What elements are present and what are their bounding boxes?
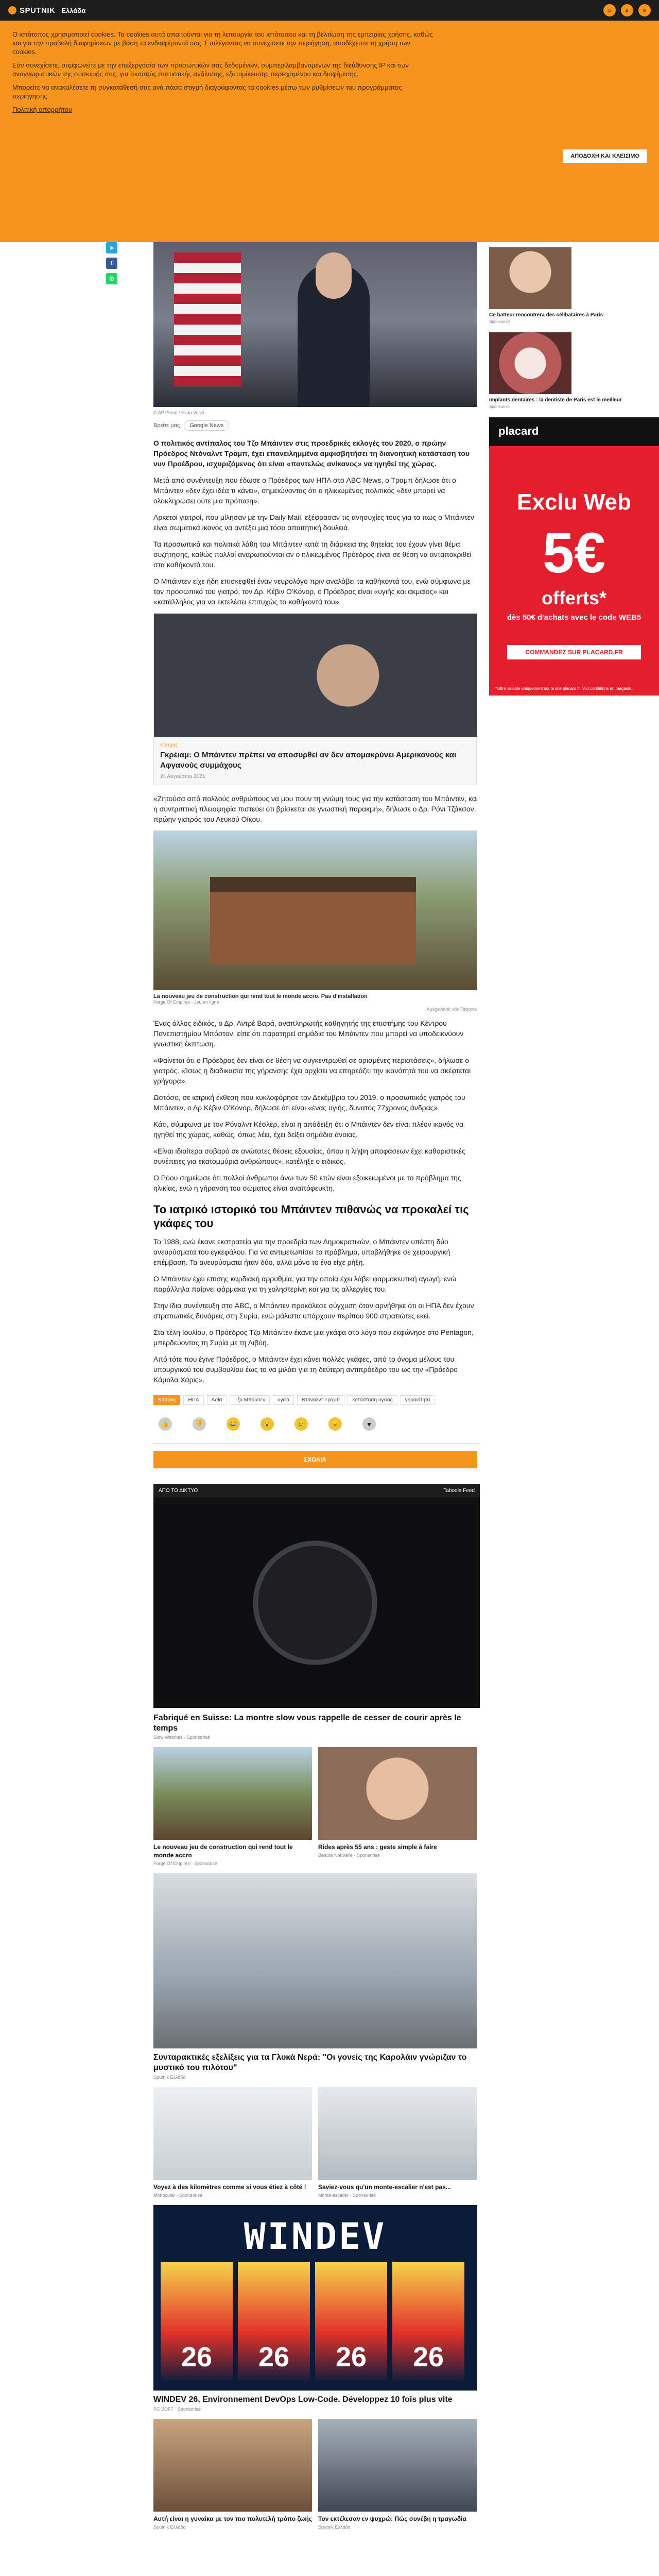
placard-fine-print: *Offre valable uniquement sur le site placard.fr. Voir conditions en magasin. bbox=[495, 686, 633, 691]
tag-chip[interactable]: Κόσμος bbox=[153, 1395, 180, 1405]
header-icons bbox=[603, 4, 651, 16]
related-article-image bbox=[154, 614, 477, 737]
promo-source: Sputnik Ελλάδα bbox=[153, 2524, 186, 2530]
paragraph: Ένας άλλος ειδικός, ο Δρ. Αντρέ Βαρά, αναπληρωτής καθηγητής της επιστήμης του Κέντρου Πανεπιστημίου Μπόστον, είπε ότι παρατηρεί σημάδια του Μπάιντεν που μπορεί να υποδεικνύουν γνωστική έκπτωση. bbox=[153, 1019, 464, 1048]
divider bbox=[153, 1443, 480, 1444]
whatsapp-share-icon[interactable]: ✆ bbox=[106, 273, 117, 284]
right-rail-card-source: Sponsorisé bbox=[489, 319, 510, 324]
promo-feed-title: ΑΠΟ ΤΟ ΔΙΚΤΥΟ bbox=[159, 1488, 198, 1494]
right-rail-card[interactable] bbox=[489, 332, 659, 409]
hero-image bbox=[153, 232, 477, 407]
region-selector[interactable]: Ελλάδα bbox=[61, 6, 86, 14]
dislike-icon[interactable]: 👎 bbox=[193, 1417, 206, 1431]
promo-watch-card[interactable] bbox=[153, 1498, 480, 1708]
reactions-bar bbox=[153, 1412, 480, 1440]
promo-image bbox=[318, 1747, 477, 1840]
promo-card[interactable] bbox=[153, 1747, 312, 1866]
promo-wide-card[interactable] bbox=[153, 1873, 477, 2080]
right-rail-card-source: Sponsorisé bbox=[489, 404, 510, 409]
cookie-paragraph-1: Ο ιστότοπος χρησιμοποιεί cookies. Τα cookies αυτά απαιτούνται για τη λειτουργία του ιστότοπου και τη βελτίωση της εμπειρίας χρήσης, καθώς και για την προβολή διαφημίσεων με βάση τα ενδιαφέροντά σας. Επιλέγοντας να συνεχίσετε την περιήγηση, αποδέχεστε τη χρήση των cookies. bbox=[12, 30, 433, 56]
watch-image bbox=[153, 1505, 477, 1701]
article-column bbox=[149, 21, 484, 2530]
promo-card[interactable] bbox=[318, 2087, 477, 2198]
right-rail-card-image bbox=[489, 247, 571, 309]
paragraph: Αρκετοί γιατροί, που μίλησαν με την Daily Mail, εξέφρασαν τις ανησυχίες τους για το πως ο Μπάιντεν είναι σωματικά ικανός να αντέξει μια τόσο απαιτητική δουλειά. bbox=[153, 513, 474, 532]
windev-source: PC SOFT · Sponsorisé bbox=[153, 2406, 201, 2412]
ad-source: Forge Of Empires - Jeu en ligne bbox=[153, 999, 219, 1005]
placard-conditions: dès 50€ d'achats avec le code WEB5 bbox=[507, 613, 641, 622]
angry-icon[interactable]: 😠 bbox=[328, 1417, 342, 1431]
sputnik-logo-icon bbox=[8, 6, 16, 14]
promo-card[interactable] bbox=[153, 2419, 312, 2530]
promo-card[interactable] bbox=[318, 2419, 477, 2530]
windev-box: 26 bbox=[238, 2262, 310, 2380]
article-body bbox=[153, 438, 480, 1385]
promo-title[interactable]: Τον εκτέλεσαν εν ψυχρώ: Πώς συνέβη η τραγωδία bbox=[318, 2515, 466, 2522]
search-icon[interactable]: ⌕ bbox=[621, 4, 633, 16]
laugh-icon[interactable]: 😂 bbox=[227, 1417, 240, 1431]
promo-grid-2 bbox=[153, 2087, 480, 2198]
promo-image bbox=[318, 2087, 477, 2180]
placard-brand: placard bbox=[489, 417, 659, 446]
ad-building-illustration bbox=[210, 877, 416, 964]
promo-title[interactable]: Le nouveau jeu de construction qui rend tout le monde accro bbox=[153, 1843, 293, 1859]
follow-row bbox=[153, 420, 480, 431]
tag-chip[interactable]: Ντόναλντ Τραμπ bbox=[297, 1395, 344, 1405]
face-illustration bbox=[316, 252, 352, 299]
windev-boxes bbox=[161, 2262, 464, 2380]
promo-image bbox=[153, 2419, 312, 2512]
cookie-consent-banner bbox=[0, 21, 659, 242]
promo-wide-image bbox=[153, 1873, 477, 2048]
page-layout bbox=[0, 21, 659, 2530]
promo-wide-source: Sputnik Ελλάδα bbox=[153, 2075, 186, 2080]
left-rail bbox=[0, 21, 149, 2530]
ad-caption[interactable]: La nouveau jeu de construction qui rend tout le monde accro. Pas d'installation bbox=[153, 993, 368, 999]
promo-source: Sputnik Ελλάδα bbox=[318, 2524, 351, 2530]
privacy-policy-link[interactable]: Πολιτική απορρήτου bbox=[12, 106, 72, 113]
ad-image bbox=[153, 831, 477, 990]
follow-label: Βρείτε μας bbox=[153, 422, 180, 429]
promo-source: Monte-escalier · Sponsorisé bbox=[318, 2193, 376, 2198]
cookie-paragraph-3: Μπορείτε να ανακαλέσετε τη συγκατάθεσή σας ανά πάσα στιγμή διαγράφοντας τα cookies μέσω των ρυθμίσεων του προγράμματος περιήγησης. bbox=[12, 83, 402, 100]
tag-chip[interactable]: γηραιότητα bbox=[401, 1395, 435, 1405]
promo-card-source: Slow Watches · Sponsorisé bbox=[153, 1735, 210, 1740]
windev-box: 26 bbox=[315, 2262, 387, 2380]
promo-card[interactable] bbox=[318, 1747, 477, 1866]
flag-illustration bbox=[174, 252, 241, 386]
article-tags bbox=[153, 1395, 480, 1405]
promo-title[interactable]: Voyez à des kilomètres comme si vous étiez à côté ! bbox=[153, 2183, 306, 2191]
cookie-paragraph-2: Εάν συνεχίσετε, συμφωνείτε με την επεξεργασία των προσωπικών σας δεδομένων, συμπεριλαμβανομένων της διεύθυνσης IP και των αναγνωριστικών της συσκευής σας, για σκοπούς στατιστικής ανάλυσης, εξατομίκευσης περιεχομένου και διαφήμισης. bbox=[12, 61, 409, 78]
logo-text: SPUTNIK bbox=[20, 6, 56, 15]
windev-ad-card[interactable] bbox=[153, 2205, 477, 2412]
like-icon[interactable]: 👍 bbox=[159, 1417, 172, 1431]
tag-chip[interactable]: κατάσταση υγείας bbox=[348, 1395, 397, 1405]
site-logo[interactable] bbox=[8, 6, 55, 15]
promo-title[interactable]: Saviez-vous qu'un monte-escalier n'est pas... bbox=[318, 2183, 451, 2191]
surprise-icon[interactable]: 😮 bbox=[261, 1417, 274, 1431]
google-news-button[interactable]: Google News bbox=[184, 420, 229, 431]
right-rail-card-image bbox=[489, 332, 571, 394]
windev-box: 26 bbox=[392, 2262, 464, 2380]
hero-caption: © AP Photo / Evan Vucci bbox=[153, 410, 204, 415]
paragraph: Ο Μπάιντεν έχει επίσης καρδιακή αρρυθμία, για την οποία έχει λάβει φαρμακευτική αγωγή, ενώ παράλληλα παίρνει φάρμακα για τη χοληστερίνη και για τις αλλεργίες του. bbox=[153, 1275, 457, 1293]
paragraph: Μετά από συνέντευξη που έδωσε ο Πρόεδρος των ΗΠΑ στο ABC News, ο Τραμπ δήλωσε ότι ο Μπάιντεν «δεν έχει ιδέα τι κάνει», σημειώνοντας ότι ο ηλικιωμένος πολιτικός «δεν μπορεί να ολοκληρώσει ούτε μια πρόταση». bbox=[153, 476, 456, 505]
right-rail-card-title[interactable]: Implants dentaires : la dentiste de Paris est le meilleur bbox=[489, 397, 622, 403]
paragraph: «Ζητούσα από πολλούς ανθρώπους να μου πουν τη γνώμη τους για την κατάσταση του Μπάιντεν, και η συντριπτική πλειοψηφία πιστεύει ότι βρίσκεται σε γνωστική παρακμή», δήλωσε ο Δρ. Ρόνι Τζάκσον, πρώην γιατρός του Λευκού Οίκου. bbox=[153, 794, 478, 823]
promo-image bbox=[153, 2087, 312, 2180]
paragraph: Το 1988, ενώ έκανε εκστρατεία για την προεδρία των Δημοκρατικών, ο Μπάιντεν υπέστη δύο ανευρύσματα του εγκεφάλου. Για να αντιμετωπίσει το πρόβλημα, υποβλήθηκε σε χειρουργική επέμβαση. Τα ανευρύσματα ήταν δύο, αλλά μόνο το ένα είχε ρήξη. bbox=[153, 1238, 450, 1266]
related-article-meta bbox=[154, 737, 476, 785]
promo-grid-1 bbox=[153, 1747, 480, 1866]
heart-icon[interactable]: ♥ bbox=[362, 1417, 376, 1431]
accept-cookies-button[interactable]: ΑΠΟΔΟΧΗ ΚΑΙ ΚΛΕΙΣΙΜΟ bbox=[563, 149, 647, 163]
top-navigation-bar bbox=[0, 0, 659, 21]
paragraph: Στα τέλη Ιουλίου, ο Πρόεδρος Τζο Μπάιντεν έκανε μια γκάφα στο λόγο που εκφώνησε στο Pentagon, μπερδεύοντας τη Συρία με τη Λιβύη. bbox=[153, 1328, 474, 1347]
promo-source: Beauté Naturelle · Sponsorisé bbox=[318, 1853, 380, 1858]
promo-card[interactable] bbox=[153, 2087, 312, 2198]
section-heading: Το ιατρικό ιστορικό του Μπάιντεν πιθανώς να προκαλεί τις γκάφες του bbox=[153, 1203, 469, 1230]
placard-offer: offerts* bbox=[541, 587, 607, 608]
promo-image bbox=[318, 2419, 477, 2512]
ad-sponsor-label[interactable]: Ausgewählt von Taboola bbox=[426, 1007, 477, 1012]
menu-icon[interactable]: ≡ bbox=[638, 4, 651, 16]
promo-feed-provider[interactable]: Taboola Feed bbox=[443, 1488, 475, 1494]
sponsored-ad[interactable] bbox=[153, 831, 477, 1012]
related-article-date: 24 Αυγούστου 2021 bbox=[160, 774, 205, 779]
placard-cta-button[interactable]: COMMANDEZ SUR PLACARD.FR bbox=[507, 645, 641, 659]
tag-chip[interactable]: ΗΠΑ bbox=[183, 1395, 203, 1405]
windev-ad-image bbox=[153, 2205, 477, 2391]
right-rail bbox=[484, 21, 659, 2530]
right-rail-card-title[interactable]: Ce batteur rencontrera des célibataires à Paris bbox=[489, 312, 603, 318]
paragraph: Ο Ρόου σημείωσε ότι πολλοί άνθρωποι άνω των 50 ετών είναι εξοικειωμένοι με το πρόβλημα της ηλικίας, ενώ η γήρανση του σώματος είναι αναπόφευκτη. bbox=[153, 1174, 461, 1192]
comments-button[interactable]: ΣΧΟΛΙΑ bbox=[153, 1451, 477, 1468]
user-icon[interactable]: ☺ bbox=[603, 4, 616, 16]
cookie-actions bbox=[563, 30, 647, 233]
related-article-title[interactable]: Γκρέιαμ: Ο Μπάιντεν πρέπει να αποσυρθεί αν δεν απομακρύνει Αμερικανούς και Αφγανούς συμμάχους bbox=[160, 751, 457, 770]
facebook-share-icon[interactable]: f bbox=[106, 258, 117, 269]
promo-source: Monocular · Sponsorisé bbox=[153, 2193, 203, 2198]
article-lead: Ο πολιτικός αντίπαλος του Τζο Μπάιντεν στις προεδρικές εκλογές του 2020, ο πρώην Πρόεδρος Ντόναλντ Τραμπ, έχει επανειλημμένα αμφισβητήσει τη διανοητική κατάσταση του νυν Προέδρου, ισχυριζόμενος ότι είναι «παντελώς ανίκανος» να ηγηθεί της χώρας. bbox=[153, 439, 470, 468]
related-article-tag: Κόσμος bbox=[160, 742, 178, 748]
promo-image bbox=[153, 1747, 312, 1840]
promo-feed-header bbox=[153, 1484, 480, 1498]
paragraph: Ο Μπάιντεν είχε ήδη επισκεφθεί έναν νευρολόγο πριν αναλάβει τα καθήκοντά του, ενώ σύμφωνα με τον προσωπικό του γιατρό, τον Δρ. Κέβιν Ο'Κόνορ, ο Πρόεδρος είναι «υγιής και ακμαίος» και «κατάλληλος για να εκτελέσει επιτυχώς τα καθήκοντά του». bbox=[153, 577, 471, 606]
paragraph: Τα προσωπικά και πολιτικά λάθη του Μπάιντεν κατά τη διάρκεια της θητείας του έχουν γίνει θέμα συζήτησης, καθώς πολλοί αναρωτιούνται αν ο ηλικιωμένος Πρόεδρος είναι σε θέση να ανταποκριθεί στα καθήκοντά του. bbox=[153, 540, 472, 569]
related-article-card[interactable] bbox=[153, 613, 477, 785]
paragraph: «Φαίνεται ότι ο Πρόεδρος δεν είναι σε θέση να συγκεντρωθεί σε ορισμένες περιστάσεις», δήλωσε ο γιατρός. «Ίσως η διαδικασία της γήρανσης έχει αρχίσει να επηρεάζει την ικανότητά του να σκέφτεται γρήγορα». bbox=[153, 1056, 471, 1085]
sad-icon[interactable]: 😢 bbox=[294, 1417, 308, 1431]
right-rail-card[interactable] bbox=[489, 247, 659, 324]
cookie-text bbox=[12, 30, 435, 233]
windev-box: 26 bbox=[161, 2262, 233, 2380]
windev-title[interactable]: WINDEV 26, Environnement DevOps Low-Code. Développez 10 fois plus vite bbox=[153, 2395, 453, 2404]
promo-grid-3 bbox=[153, 2419, 480, 2530]
promo-wide-title[interactable]: Συνταρακτικές εξελίξεις για τα Γλυκά Νερά: "Οι γονείς της Καρολάιν γνώριζαν το μυστικό του πιλότου" bbox=[153, 2053, 467, 2072]
placard-banner-ad[interactable] bbox=[489, 417, 659, 696]
paragraph: Στην ίδια συνέντευξη στο ABC, ο Μπάιντεν προκάλεσε σύγχυση όταν αρνήθηκε ότι οι ΗΠΑ δεν έχουν στρατιωτικές δυνάμεις στη Συρία, ενώ μάλιστα υπάρχουν περίπου 900 στρατιώτες εκεί. bbox=[153, 1301, 474, 1320]
promo-card-title[interactable]: Fabriqué en Suisse: La montre slow vous rappelle de cesser de courir après le temps bbox=[153, 1714, 461, 1733]
promo-title[interactable]: Αυτή είναι η γυναίκα με τον πιο πολυτελή τρόπο ζωής bbox=[153, 2515, 312, 2522]
promo-source: Forge Of Empires · Sponsorisé bbox=[153, 1861, 218, 1866]
placard-amount: 5€ bbox=[542, 521, 606, 585]
windev-brand: WINDEV bbox=[244, 2215, 387, 2258]
paragraph: Από τότε που έγινε Πρόεδρος, ο Μπάιντεν έχει κάνει πολλές γκάφες, από το όνομα μέλους του υπουργικού του συμβουλίου έως το να μιλάει για τη δεύτερη αντιπρόεδρο του ως την «Πρόεδρο Κάμαλα Χάρις». bbox=[153, 1355, 458, 1384]
paragraph: Κάτι, σύμφωνα με τον Ρόναλντ Κέσλερ, είναι η απόδειξη ότι ο Μπάιντεν δεν είναι πλέον ικανός να ηγηθεί της χώρας, καθώς, όπως λέει, έχει δείξει σημάδια άνοιας. bbox=[153, 1120, 464, 1139]
tag-chip[interactable]: Ασία bbox=[207, 1395, 227, 1405]
telegram-share-icon[interactable]: ➤ bbox=[106, 242, 117, 253]
placard-headline: Exclu Web bbox=[517, 489, 631, 515]
paragraph: Ωστόσο, σε ιατρική έκθεση που κυκλοφόρησε τον Δεκέμβριο του 2019, ο προσωπικός γιατρός του Μπάιντεν, ο Δρ Κέβιν Ο'Κόνορ, δήλωσε ότι είναι «ένας υγιής, δυνατός 77χρονος άνδρας». bbox=[153, 1093, 465, 1112]
tag-chip[interactable]: Τζο Μπάιντεν bbox=[230, 1395, 270, 1405]
paragraph: «Είναι ιδιαίτερα σοβαρό σε ανώτατες θέσεις εξουσίας, όπου η λήψη αποφάσεων έχει καθοριστικές συνέπειες για εκατομμύρια ανθρώπους», κατέληξε ο ειδικός. bbox=[153, 1147, 465, 1165]
promo-title[interactable]: Rides après 55 ans : geste simple à faire bbox=[318, 1843, 437, 1851]
tag-chip[interactable]: υγεία bbox=[273, 1395, 294, 1405]
